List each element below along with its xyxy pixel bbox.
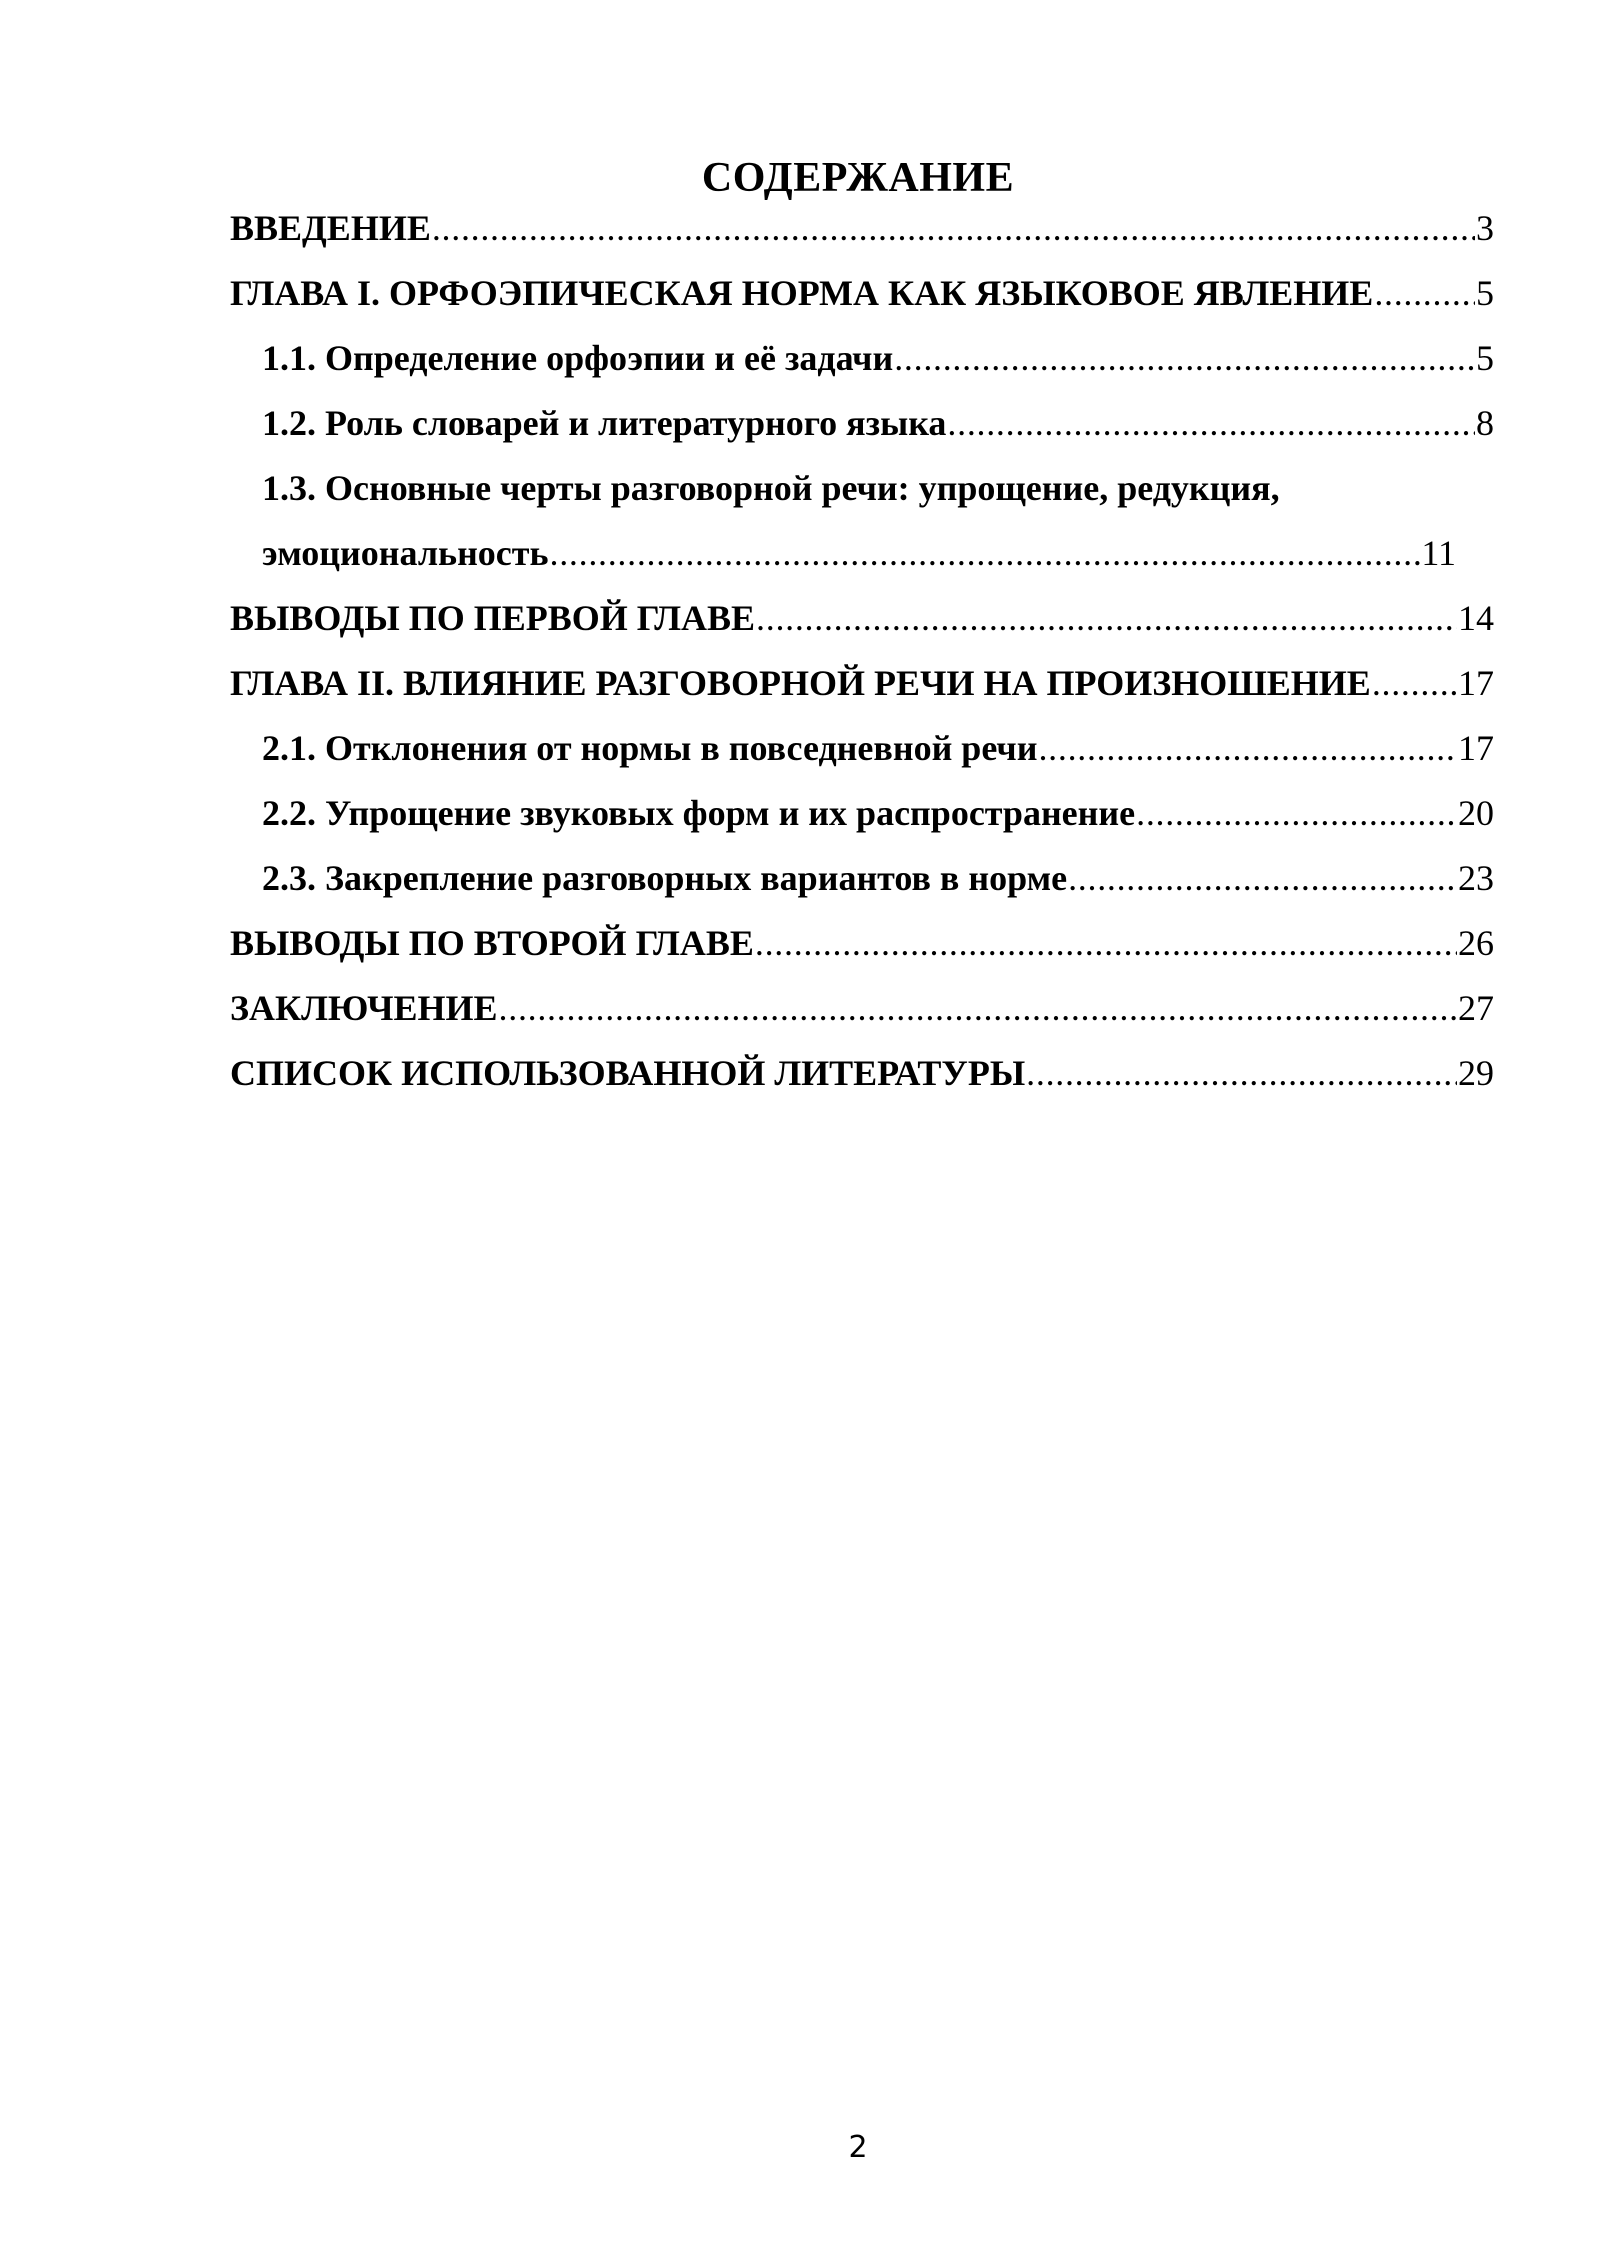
dot-leader bbox=[1038, 716, 1457, 781]
toc-entry-chapter-2[interactable] bbox=[230, 651, 1494, 716]
toc-entry-page: 14 bbox=[1458, 598, 1494, 638]
toc-entry-label: ЗАКЛЮЧЕНИЕ bbox=[230, 988, 498, 1028]
dot-leader bbox=[499, 976, 1457, 1041]
dot-leader bbox=[1026, 1041, 1457, 1106]
toc-entry-page: 3 bbox=[1476, 208, 1494, 248]
toc-entry-page: 26 bbox=[1458, 923, 1494, 963]
dot-leader bbox=[432, 196, 1475, 261]
toc-entry-page: 5 bbox=[1476, 338, 1494, 378]
toc-entry-page: 11 bbox=[1421, 533, 1456, 573]
toc-entry-1-3-line1[interactable] bbox=[230, 456, 1494, 521]
toc-entry-page: 29 bbox=[1458, 1053, 1494, 1093]
toc-entry-conclusions-2[interactable] bbox=[230, 911, 1494, 976]
dot-leader bbox=[1374, 261, 1475, 326]
toc-entry-conclusions-1[interactable] bbox=[230, 586, 1494, 651]
toc-entry-1-1[interactable] bbox=[230, 326, 1494, 391]
toc-entry-introduction[interactable] bbox=[230, 196, 1494, 261]
toc-entry-label: 1.3. Основные черты разговорной речи: упрощение, редукция, bbox=[262, 468, 1280, 508]
toc-entry-bibliography[interactable] bbox=[230, 1041, 1494, 1106]
toc-entry-label: СПИСОК ИСПОЛЬЗОВАННОЙ ЛИТЕРАТУРЫ bbox=[230, 1053, 1026, 1093]
table-of-contents bbox=[230, 196, 1494, 1106]
dot-leader bbox=[550, 521, 1421, 586]
toc-entry-label: 1.1. Определение орфоэпии и её задачи bbox=[262, 338, 894, 378]
dot-leader bbox=[756, 586, 1457, 651]
toc-entry-page: 23 bbox=[1458, 858, 1494, 898]
toc-entry-2-1[interactable] bbox=[230, 716, 1494, 781]
toc-title: СОДЕРЖАНИЕ bbox=[701, 155, 1015, 201]
dot-leader bbox=[1136, 781, 1457, 846]
toc-entry-page: 17 bbox=[1458, 663, 1494, 703]
toc-entry-page: 8 bbox=[1476, 403, 1494, 443]
toc-entry-chapter-1[interactable] bbox=[230, 261, 1494, 326]
toc-entry-2-2[interactable] bbox=[230, 781, 1494, 846]
toc-entry-1-2[interactable] bbox=[230, 391, 1494, 456]
toc-entry-2-3[interactable] bbox=[230, 846, 1494, 911]
toc-entry-label: 2.1. Отклонения от нормы в повседневной речи bbox=[262, 728, 1038, 768]
toc-entry-page: 27 bbox=[1458, 988, 1494, 1028]
toc-entry-label-continued: эмоциональность bbox=[262, 533, 549, 573]
toc-entry-label: ГЛАВА II. ВЛИЯНИЕ РАЗГОВОРНОЙ РЕЧИ НА ПРОИЗНОШЕНИЕ bbox=[230, 663, 1371, 703]
dot-leader bbox=[755, 911, 1457, 976]
dot-leader bbox=[1068, 846, 1457, 911]
toc-entry-label: ВЫВОДЫ ПО ПЕРВОЙ ГЛАВЕ bbox=[230, 598, 756, 638]
toc-entry-label: ВВЕДЕНИЕ bbox=[230, 208, 431, 248]
toc-entry-page: 17 bbox=[1458, 728, 1494, 768]
toc-entry-label: ГЛАВА I. ОРФОЭПИЧЕСКАЯ НОРМА КАК ЯЗЫКОВОЕ ЯВЛЕНИЕ bbox=[230, 273, 1374, 313]
toc-entry-label: ВЫВОДЫ ПО ВТОРОЙ ГЛАВЕ bbox=[230, 923, 754, 963]
toc-entry-page: 20 bbox=[1458, 793, 1494, 833]
dot-leader bbox=[947, 391, 1475, 456]
toc-entry-label: 2.3. Закрепление разговорных вариантов в норме bbox=[262, 858, 1068, 898]
dot-leader bbox=[1372, 651, 1457, 716]
toc-entry-1-3-line2[interactable] bbox=[230, 521, 1494, 586]
toc-entry-conclusion[interactable] bbox=[230, 976, 1494, 1041]
toc-entry-page: 5 bbox=[1476, 273, 1494, 313]
dot-leader bbox=[894, 326, 1475, 391]
toc-entry-label: 2.2. Упрощение звуковых форм и их распространение bbox=[262, 793, 1136, 833]
toc-entry-label: 1.2. Роль словарей и литературного языка bbox=[262, 403, 947, 443]
page-number: 2 bbox=[848, 2130, 868, 2165]
